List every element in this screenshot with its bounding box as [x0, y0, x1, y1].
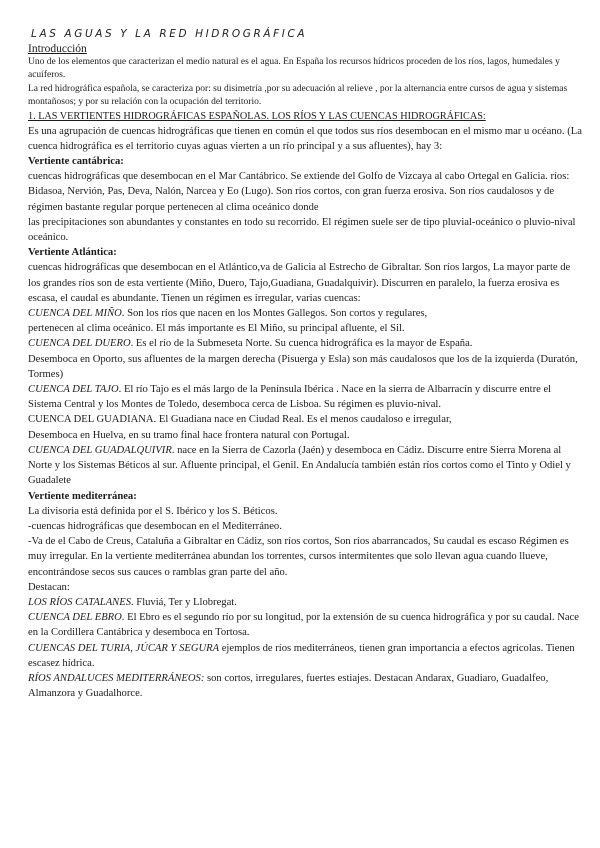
rios-andaluces-paragraph	[28, 671, 584, 701]
cuenca-guadalquivir-paragraph	[28, 443, 584, 489]
page-title: LAS AGUAS Y LA RED HIDROGRÁFICA	[31, 28, 308, 40]
cuenca-ebro-text: . El Ebro es el segundo río por su longitud, por la extensión de su cuenca hidrográfica y por su caudal. Nace en la Cordillera Cantábrica y desemboca en Tortosa.	[28, 612, 579, 639]
mediterranea-paragraph-1: La divisoria está definida por el S. Ibérico y los S. Béticos.	[28, 505, 278, 517]
cantabrica-heading: Vertiente cantábrica:	[28, 156, 124, 168]
intro-paragraph-1: Uno de los elementos que caracterizan el medio natural es el agua. En España los recursos hídricos proceden de los ríos, lagos, humedales y acuíferos.	[28, 57, 560, 81]
cuenca-guadalquivir-text: . nace en la Sierra de Cazorla (Jaén) y desemboca en Cádiz. Discurre entre Sierra Morena al Norte y los Sistemas Béticos al sur. Afluente principal, el Genil. En Andalucía también están ríos cortos como el Tinto y Odiel y Guadalete	[28, 444, 571, 487]
rios-catalanes-text: . Fluviá, Ter y Llobregat.	[131, 596, 237, 608]
cuencas-turia-name: CUENCAS DEL TURIA, JÚCAR Y SEGURA	[28, 642, 220, 654]
cuenca-duero-paragraph-2: Desemboca en Oporto, sus afluentes de la margen derecha (Pisuerga y Esla) son más caudalosos que los de la izquierda (Duratón, Tormes)	[28, 353, 578, 380]
cantabrica-paragraph-2: las precipitaciones son abundantes y constantes en todo su recorrido. El régimen suele ser de tipo pluvial-oceánico o pluvio-nival oceánico.	[28, 216, 576, 244]
cuenca-mino-name: CUENCA DEL MIÑO	[28, 308, 122, 320]
section-1-heading: 1. LAS VERTIENTES HIDROGRÁFICAS ESPAÑOLAS. LOS RÍOS Y LAS CUENCAS HIDROGRÁFICAS:	[28, 110, 486, 122]
cuenca-tajo-paragraph	[28, 382, 584, 412]
rios-andaluces-name: RÍOS ANDALUCES MEDITERRÁNEOS:	[28, 672, 205, 684]
cuenca-guadiana-paragraph: CUENCA DEL GUADIANA. El Guadiana nace en Ciudad Real. Es el menos caudaloso e irregular,	[28, 414, 452, 426]
cuenca-ebro-name: CUENCA DEL EBRO	[28, 612, 122, 624]
section-1-paragraph: Es una agrupación de cuencas hidrográficas que tienen en común el que todos sus ríos desembocan en el mismo mar u océano. (La cuenca hidrográfica es el territorio cuyas aguas vierten a un río principal y a sus afluentes), hay 3:	[28, 125, 582, 152]
cuenca-duero-text: . Es el río de la Submeseta Norte. Su cuenca hidrográfica es la mayor de España.	[130, 338, 473, 350]
cuencas-turia-text: ejemplos de ríos mediterráneos, tienen gran importancia a efectos agrícolas. Tienen escasez hídrica.	[28, 642, 575, 669]
cuenca-duero-name: CUENCA DEL DUERO	[28, 338, 131, 350]
cuenca-guadiana-paragraph-2: Desemboca en Huelva, en su tramo final hace frontera natural con Portugal.	[28, 429, 350, 441]
cuenca-tajo-text: . El río Tajo es el más largo de la Península Ibérica . Nace en la sierra de Albarracín y discurre entre el Sistema Central y los Montes de Toledo, desemboca cerca de Lisboa. Su régimen es pluvio-nival.	[28, 384, 552, 411]
destacan-label: Destacan:	[28, 581, 70, 593]
cuenca-duero-paragraph	[28, 336, 584, 351]
intro-paragraph-2: La red hidrográfica española, se caracteriza por: su disimetría ,por su adecuación al relieve , por la alternancia entre cursos de agua y sistemas montañosos; y por su relación con la ocupación del territorio.	[28, 83, 568, 108]
cuenca-tajo-name: CUENCA DEL TAJO	[28, 384, 119, 396]
rios-andaluces-text: son cortos, irregulares, fuertes estiajes. Destacan Andarax, Guadiaro, Guadalfeo, Almanzora y Guadalhorce.	[28, 672, 549, 700]
cuenca-guadalquivir-name: CUENCA DEL GUADALQUIVIR	[28, 444, 172, 456]
cantabrica-paragraph-1: cuencas hidrográficas que desembocan en el Mar Cantábrico. Se extiende del Golfo de Vizcaya al cabo Ortegal en Galicia. ríos: Bidasoa, Nervión, Pas, Deva, Nalón, Narcea y Eo (Lugo). Son ríos cortos, con gran fuerza erosiva. Son ríos caudalosos y de régimen bastante regular porque pertenecen al clima oceánico donde	[28, 171, 570, 213]
mediterranea-paragraph-3: -Va de el Cabo de Creus, Cataluña a Gibraltar en Cádiz, son ríos cortos, Son ríos abarrancados, Su caudal es escaso Régimen es muy irregular. En la vertiente mediterránea abundan los torrentes, cursos intermitentes que solo llevan agua cuando llueve, encontrándose secos sus cauces o ramblas gran parte del año.	[28, 536, 569, 578]
cuenca-ebro-paragraph	[28, 610, 584, 640]
cuenca-mino-paragraph-2: pertenecen al clima oceánico. El más importante es El Miño, su principal afluente, el Sil.	[28, 323, 405, 335]
atlantica-heading: Vertiente Atlántica:	[28, 247, 117, 259]
cuencas-turia-paragraph	[28, 641, 584, 671]
cuenca-mino-paragraph	[28, 306, 584, 321]
atlantica-paragraph: cuencas hidrográficas que desembocan en el Atlántico,va de Galicia al Estrecho de Gibraltar. Son ríos largos, La mayor parte de los grandes ríos son de esta vertiente (Miño, Duero, Tajo,Guadiana, Guadalquivir). Discurren en paralelo, la fuerza erosiva es escasa, el caudal es abundante. Tienen un régimen es irregular, varias cuencas:	[28, 262, 571, 304]
document-body	[28, 26, 584, 701]
rios-catalanes-name: LOS RÍOS CATALANES	[28, 596, 131, 608]
rios-catalanes-paragraph	[28, 595, 584, 610]
intro-heading: Introducción	[28, 43, 87, 55]
mediterranea-paragraph-2: -cuencas hidrográficas que desembocan en el Mediterráneo.	[28, 520, 282, 532]
cuenca-mino-text: . Son los ríos que nacen en los Montes Gallegos. Son cortos y regulares,	[121, 308, 428, 320]
mediterranea-heading: Vertiente mediterránea:	[28, 490, 137, 502]
